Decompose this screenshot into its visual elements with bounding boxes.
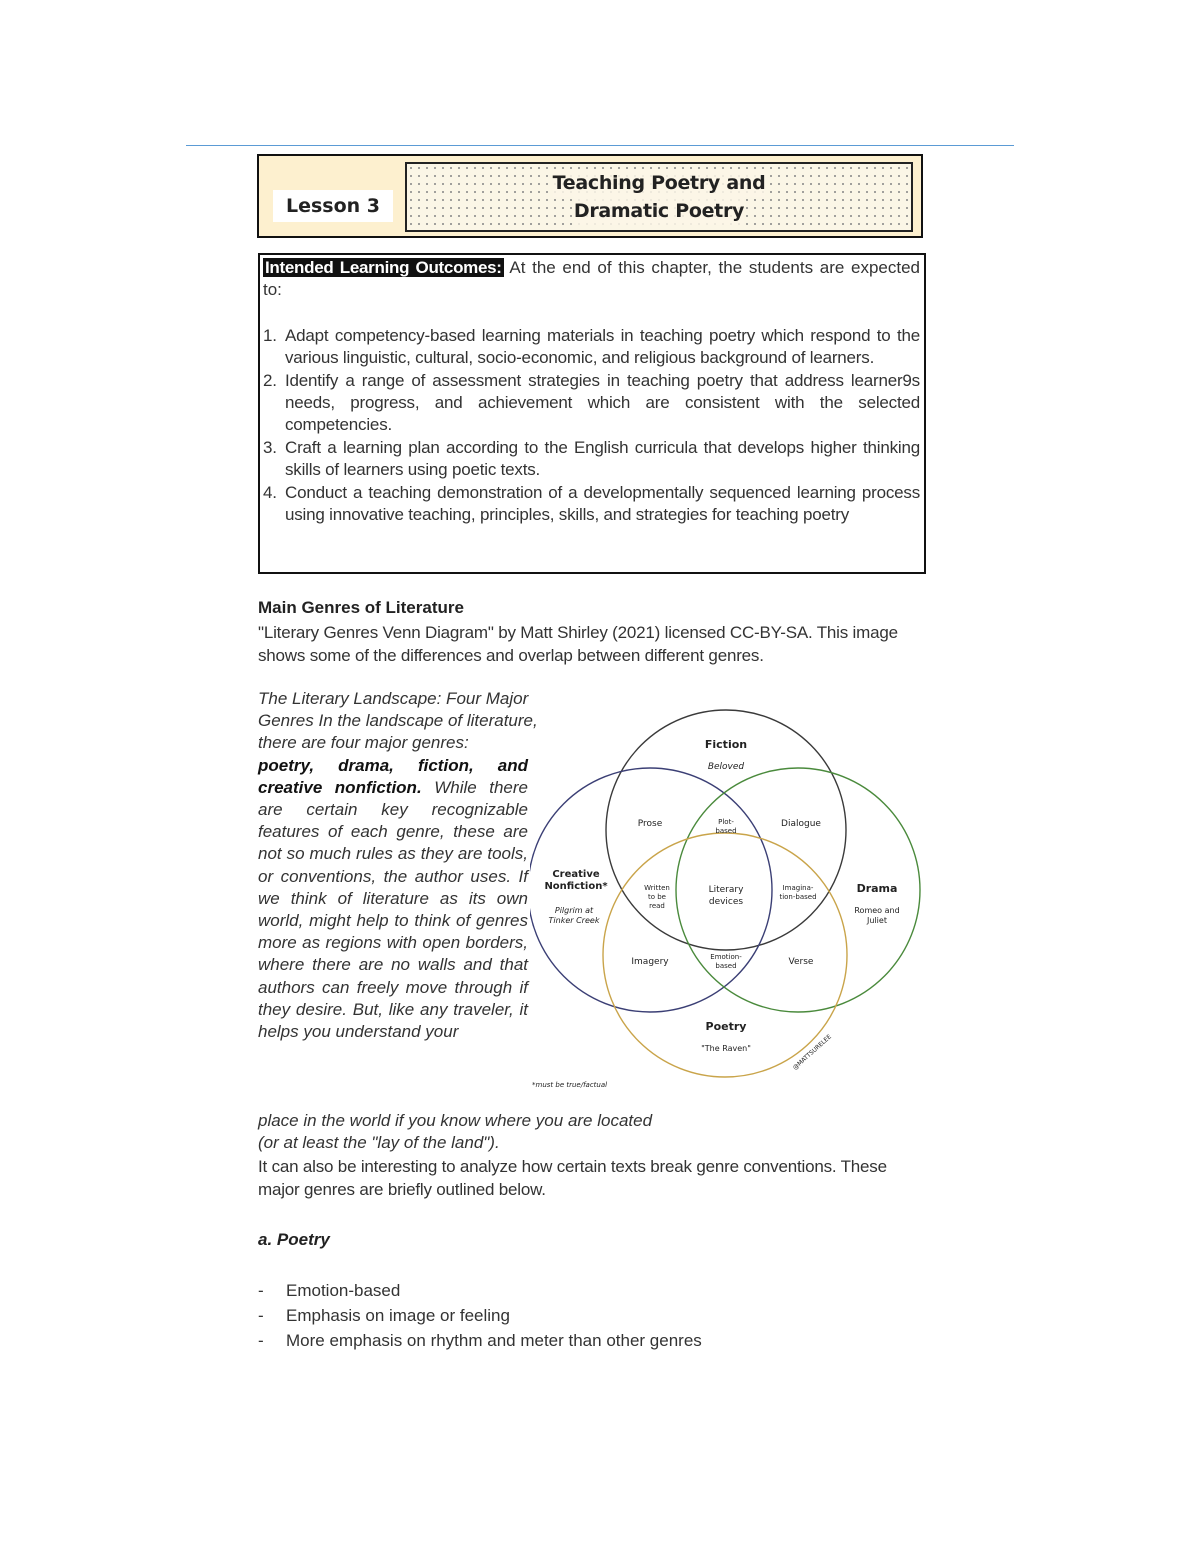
landscape-body: While there are certain key recognizable features of each genre, these are not so much rules as they are tools, or conventions, the author uses. If we think of literature as its own world, might help to think of genres more as regions with open borders, where there are no walls and that authors can freely move through if they desire. But, like any traveler, it helps you understand your (258, 777, 528, 1042)
overlap-written-2: to be (647, 893, 667, 901)
overlap-emotion-2: based (715, 962, 737, 970)
venn-credit: @MATTSURELEE (791, 1033, 833, 1072)
bullet-text: Emotion-based (286, 1281, 401, 1300)
list-number: 3. (263, 438, 277, 457)
lesson-header (257, 154, 923, 238)
drama-example-1: Romeo and (854, 906, 900, 915)
overlap-verse: Verse (788, 957, 814, 967)
overlap-plot-2: based (715, 827, 737, 835)
list-item (263, 325, 920, 369)
lesson-title-line1: Teaching Poetry and (553, 169, 766, 197)
list-number: 4. (263, 483, 277, 502)
header-rule (186, 145, 1014, 146)
bullet-dash: - (258, 1331, 264, 1350)
landscape-tail: place in the world if you know where you are located (or at least the "lay of the land"). (258, 1111, 653, 1152)
center-label-2: devices (708, 897, 744, 907)
list-item (263, 370, 920, 436)
list-text: Craft a learning plan according to the English curricula that develops higher thinking skills of learners using poetic texts. (285, 438, 920, 479)
venn-footnote: *must be true/factual (532, 1081, 608, 1089)
poetry-label: Poetry (705, 1020, 747, 1033)
lesson-title (405, 162, 913, 232)
overlap-emotion-1: Emotion- (710, 953, 742, 961)
learning-outcomes-lead: At the end of this chapter, the students are expected to: (263, 258, 920, 299)
overlap-imagination-1: Imagina- (782, 884, 814, 892)
landscape-genres: poetry, drama, fiction, and creative nonfiction. (258, 755, 528, 797)
overlap-plot-1: Plot- (718, 818, 734, 826)
landscape-lead: The Literary Landscape: Four Major Genres In the landscape of literature, there are four major genres: (258, 689, 538, 753)
section-title: Main Genres of Literature (258, 598, 464, 617)
bullet-dash: - (258, 1281, 264, 1300)
list-text: Adapt competency-based learning materials in teaching poetry which respond to the various linguistic, cultural, socio-economic, and religious background of learners. (285, 326, 920, 367)
overlap-prose: Prose (637, 819, 663, 829)
learning-outcomes-intro (263, 257, 920, 301)
genre-conventions-paragraph: It can also be interesting to analyze how certain texts break genre conventions. These major genres are briefly outlined below. (258, 1157, 887, 1199)
nonfiction-example-1: Pilgrim at (554, 906, 594, 915)
list-text: Conduct a teaching demonstration of a developmentally sequenced learning process using innovative teaching, principles, skills, and strategies for teaching poetry (285, 483, 920, 524)
poetry-heading: a. Poetry (258, 1230, 330, 1249)
drama-example-2: Juliet (867, 916, 887, 925)
list-number: 1. (263, 326, 277, 345)
overlap-dialogue: Dialogue (781, 819, 821, 829)
list-item (263, 482, 920, 526)
poetry-bullet-list (258, 1278, 702, 1353)
bullet-dash: - (258, 1306, 264, 1325)
overlap-imagery: Imagery (631, 957, 669, 967)
list-item (263, 437, 920, 481)
fiction-example: Beloved (707, 762, 745, 772)
list-item (258, 1328, 702, 1353)
section-intro: "Literary Genres Venn Diagram" by Matt Shirley (2021) licensed CC-BY-SA. This image shows some of the differences and overlap between different genres. (258, 623, 898, 665)
lesson-title-line2: Dramatic Poetry (574, 197, 744, 225)
list-item (258, 1303, 702, 1328)
nonfiction-label-2: Nonfiction* (544, 881, 608, 892)
list-text: Identify a range of assessment strategies in teaching poetry that address learner9s needs, progress, and achievement which are consistent with the selected competencies. (285, 371, 920, 434)
poetry-example: "The Raven" (701, 1044, 751, 1053)
drama-label: Drama (856, 882, 898, 895)
overlap-imagination-2: tion-based (779, 893, 817, 901)
learning-outcomes-list (263, 325, 920, 527)
learning-outcomes-tag: Intended Learning Outcomes: (265, 258, 502, 277)
fiction-label: Fiction (704, 738, 748, 751)
center-label-1: Literary (708, 885, 744, 895)
learning-outcomes-box (258, 253, 926, 574)
list-number: 2. (263, 371, 277, 390)
bullet-text: More emphasis on rhythm and meter than other genres (286, 1331, 702, 1350)
nonfiction-label-1: Creative (552, 869, 600, 880)
list-item (258, 1278, 702, 1303)
overlap-written-3: read (649, 902, 665, 910)
bullet-text: Emphasis on image or feeling (286, 1306, 510, 1325)
overlap-written-1: Written (644, 884, 670, 892)
literary-genres-venn-diagram (530, 705, 930, 1095)
nonfiction-example-2: Tinker Creek (548, 916, 600, 925)
landscape-paragraph (258, 688, 538, 1043)
lesson-label: Lesson 3 (273, 190, 393, 222)
